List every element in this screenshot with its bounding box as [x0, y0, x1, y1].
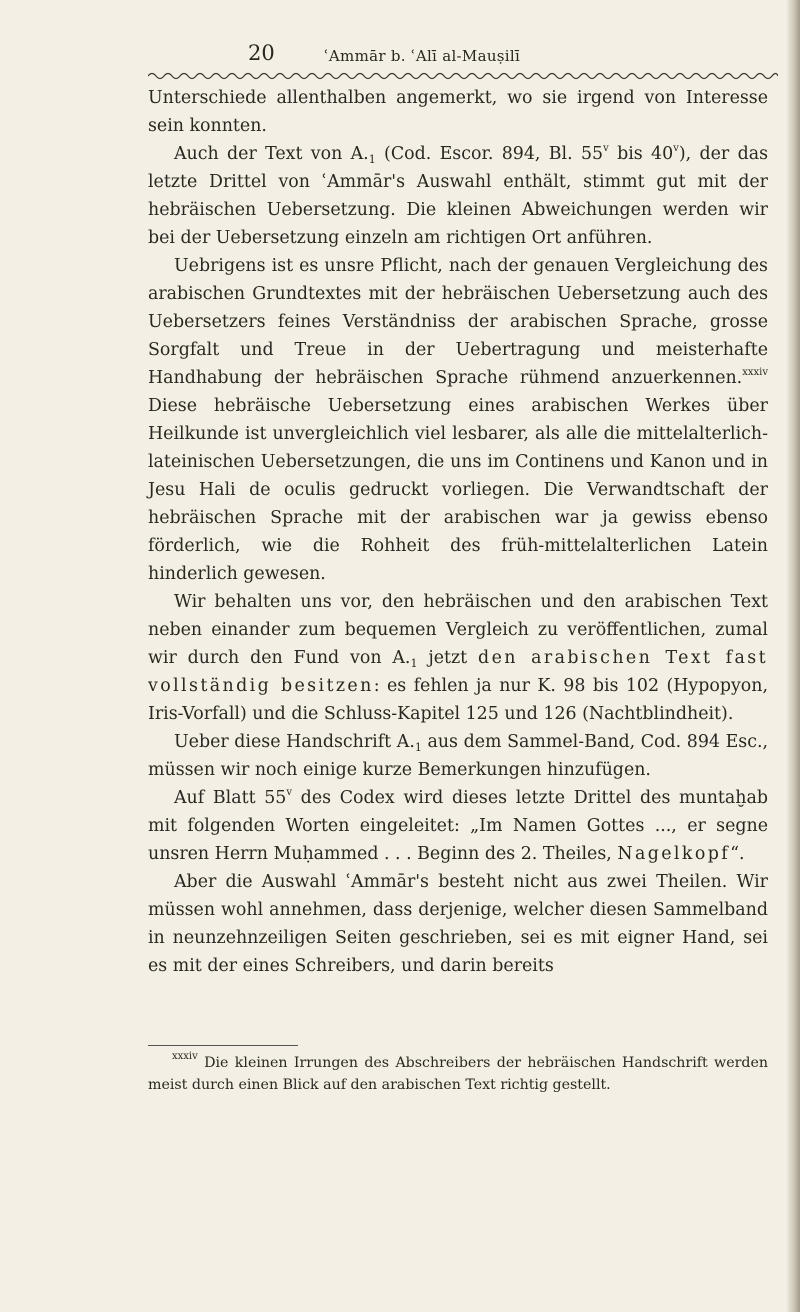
paragraph-3: Uebrigens ist es unsre Pflicht, nach der genauen Vergleichung des arabischen Grundtextes mit der hebräischen Uebersetzung auch des Uebersetzers feines Verständniss der arabischen Sprache, grosse Sorgfalt und Treue in der Uebertragung und meisterhafte Handhabung der hebräischen Sprache rühmend anzuerkennen.$^{xxxiv}$ Diese hebräische Uebersetzung eines arabischen Werkes über Heilkunde ist unvergleichlich viel lesbarer, als alle die mittelalterlich-lateinischen Uebersetzungen, die uns im Continens und Kanon und in Jesu Hali de oculis gedruckt vorliegen. Die Verwandtschaft der hebräischen Sprache mit der arabischen war ja gewiss ebenso förderlich, wie die Rohheit des früh-mittelalterlichen Latein hinderlich gewesen.	[148, 256, 768, 584]
page-number: 20	[248, 41, 275, 65]
footnote-rule	[148, 1045, 298, 1046]
paragraph-4: Wir behalten uns vor, den hebräischen und den arabischen Text neben einander zum bequemen Vergleich zu veröffentlichen, zumal wir durch den Fund von $A._1$ jetzt den arabischen Text fast vollständig besitzen: es fehlen ja nur K. 98 bis 102 (Hypopyon, Iris-Vorfall) und die Schluss-Kapitel 125 und 126 (Nachtblindheit).	[148, 592, 768, 724]
page-edge-shadow	[786, 0, 800, 1312]
paragraph-2: Auch der Text von $A._1$ (Cod. Escor. 894, Bl. 55$^v$ bis 40$^v$), der das letzte Drittel von ʿAmmār's Auswahl enthält, stimmt gut mit der hebräischen Uebersetzung. Die kleinen Abweichungen werden wir bei der Uebersetzung einzeln am richtigen Ort anführen.	[148, 143, 769, 248]
footnote	[148, 1052, 768, 1096]
body-text	[148, 84, 768, 980]
paragraph-1: Unterschiede allenthalben angemerkt, wo sie irgend von Interesse sein konnten.	[148, 88, 768, 136]
header-wavy-rule	[148, 70, 778, 82]
spaced-emphasis: Nagelkopf	[617, 844, 731, 864]
paragraph-6: Auf Blatt 55$^v$ des Codex wird dieses letzte Drittel des muntaḫab mit folgenden Worten eingeleitet: „Im Namen Gottes ..., er segne unsren Herrn Muḥammed . . . Beginn des 2. Theiles, Nagelkopf“.	[148, 787, 768, 864]
running-title: ʿAmmār b. ʿAlī al-Mauṣilī	[324, 47, 521, 65]
footnote-text: Die kleinen Irrungen des Abschreibers der hebräischen Handschrift werden meist durch einen Blick auf den arabischen Text richtig gestellt.	[148, 1055, 768, 1093]
footnote-reference: xxxiv	[742, 367, 768, 378]
spaced-emphasis: den arabischen Text fast vollständig besitzen	[148, 648, 768, 696]
paragraph-5: Ueber diese Handschrift $A._1$ aus dem Sammel-Band, Cod. 894 Esc., müssen wir noch einige kurze Bemerkungen hinzufügen.	[148, 732, 769, 780]
paragraph-7: Aber die Auswahl ʿAmmār's besteht nicht aus zwei Theilen. Wir müssen wohl annehmen, dass derjenige, welcher diesen Sammelband in neunzehnzeiligen Seiten geschrieben, sei es mit eigner Hand, sei es mit der eines Schreibers, und darin bereits	[148, 872, 768, 976]
footnote-marker: xxxiv	[172, 1051, 198, 1062]
